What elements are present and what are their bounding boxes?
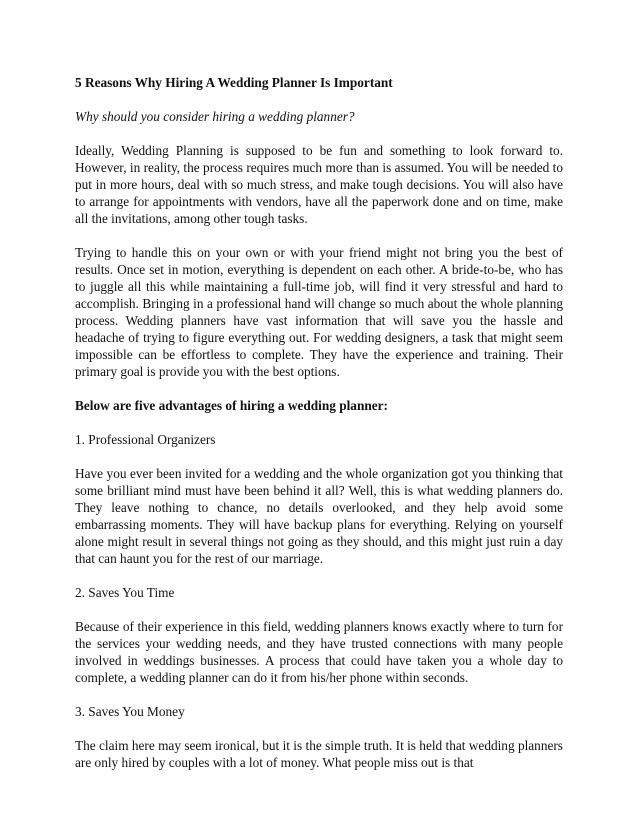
section-body: The claim here may seem ironical, but it is the simple truth. It is held that wedding planners are only hired by couples with a lot of money. What people miss out is that: [75, 738, 563, 770]
intro-paragraph: Trying to handle this on your own or with your friend might not bring you the best of results. Once set in motion, everything is dependent on each other. A bride-to-be, who has to juggle all this while maintaining a full-time job, will find it very stressful and hard to accomplish. Bringing in a professional hand will change so much about the whole planning process. Wedding planners have vast information that will save you the hassle and headache of trying to figure everything out. For wedding designers, a task that might seem impossible can be effortless to complete. They have the experience and training. Their primary goal is provide you with the best options.: [75, 245, 563, 379]
advantages-heading: Below are five advantages of hiring a wedding planner:: [75, 398, 388, 413]
document-title: 5 Reasons Why Hiring A Wedding Planner Is Important: [75, 75, 393, 90]
section-body: Have you ever been invited for a wedding and the whole organization got you thinking that some brilliant mind must have been behind it all? Well, this is what wedding planners do. They leave nothing to chance, no details overlooked, and they help avoid some embarrassing moments. They will have backup plans for everything. Relying on yourself alone might result in several things not going as they should, and this might just ruin a day that can haunt you for the rest of our marriage.: [75, 466, 563, 566]
section-body: Because of their experience in this field, wedding planners knows exactly where to turn for the services your wedding needs, and they have trusted connections with many people involved in weddings businesses. A process that could have taken you a whole day to complete, a wedding planner can do it from his/her phone within seconds.: [75, 619, 563, 685]
section-heading: 1. Professional Organizers: [75, 432, 216, 447]
section-heading: 3. Saves You Money: [75, 704, 185, 719]
document-subtitle: Why should you consider hiring a wedding planner?: [75, 109, 355, 124]
intro-paragraph: Ideally, Wedding Planning is supposed to be fun and something to look forward to. However, in reality, the process requires much more than is assumed. You will be needed to put in more hours, deal with so much stress, and make tough decisions. You will also have to arrange for appointments with vendors, have all the paperwork done and on time, make all the invitations, among other tough tasks.: [75, 143, 563, 226]
document-page: [75, 74, 563, 771]
section-heading: 2. Saves You Time: [75, 585, 175, 600]
